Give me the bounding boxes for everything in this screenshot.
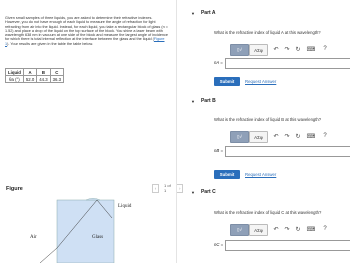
keyboard-icon[interactable]: ⌨ (306, 133, 316, 140)
table-header: Liquid (6, 69, 24, 76)
part-title: Part A (200, 10, 216, 16)
answer-input[interactable] (225, 58, 350, 69)
templates-button[interactable] (230, 131, 249, 143)
air-label: Air (30, 235, 37, 240)
table-cell: 44.3 (37, 76, 50, 83)
undo-icon[interactable]: ↶ (273, 226, 279, 233)
answer-row (214, 58, 350, 68)
part-question: What is the refractive index of liquid C at this wavelength? (214, 210, 322, 215)
symbols-button[interactable]: ΑΣφ (249, 44, 268, 56)
part-c-toggle[interactable] (191, 189, 216, 195)
input-label: nC = (214, 242, 224, 247)
symbols-button[interactable]: ΑΣφ (249, 131, 268, 143)
caret-down-icon: ▼ (191, 10, 195, 16)
redo-icon[interactable]: ↷ (284, 133, 290, 140)
liquid-table (5, 68, 64, 83)
figure-link[interactable]: Figure 1 (5, 37, 165, 46)
problem-body-end: ). Your results are given in the table the table below. (7, 41, 93, 46)
pager-text: 1 of 1 (164, 183, 171, 193)
help-icon[interactable]: ? (323, 133, 327, 139)
caret-down-icon: ▼ (191, 98, 195, 104)
templates-button[interactable] (230, 44, 249, 56)
part-b-toggle[interactable] (191, 98, 216, 104)
request-answer-link[interactable]: Request Answer (245, 79, 277, 84)
part-title: Part B (200, 98, 216, 104)
submit-button[interactable]: Submit (214, 77, 240, 86)
reset-icon[interactable]: ↻ (295, 133, 301, 140)
fraction-sqrt-icon: ▯√ (237, 47, 242, 52)
table-cell: 36.3 (50, 76, 63, 83)
fraction-sqrt-icon: ▯√ (237, 227, 242, 232)
redo-icon[interactable]: ↷ (284, 46, 290, 53)
undo-icon[interactable]: ↶ (273, 133, 279, 140)
math-toolbar (230, 223, 350, 235)
reset-icon[interactable]: ↻ (295, 226, 301, 233)
keyboard-icon[interactable]: ⌨ (306, 46, 316, 53)
part-question: What is the refractive index of liquid A at this wavelength? (214, 30, 321, 35)
undo-icon[interactable]: ↶ (273, 46, 279, 53)
glass-block (57, 200, 114, 263)
figure-diagram (0, 196, 172, 263)
part-a-toggle[interactable] (191, 10, 216, 16)
redo-icon[interactable]: ↷ (284, 226, 290, 233)
chevron-right-icon: › (179, 185, 181, 191)
liquid-label: Liquid (118, 204, 132, 209)
figure-heading: Figure (6, 186, 23, 192)
laser-ray-in (40, 248, 57, 263)
problem-text (5, 16, 169, 46)
answer-panel (176, 0, 350, 263)
answer-row (214, 240, 350, 250)
table-cell: 52.0 (23, 76, 36, 83)
math-toolbar (230, 43, 350, 55)
fraction-sqrt-icon: ▯√ (237, 134, 242, 139)
answer-row (214, 146, 350, 156)
keyboard-icon[interactable]: ⌨ (306, 226, 316, 233)
answer-input[interactable] (225, 240, 350, 251)
input-label: nB = (214, 148, 223, 153)
part-question: What is the refractive index of liquid B at this wavelength? (214, 117, 322, 122)
part-title: Part C (200, 189, 216, 195)
glass-label: Glass (92, 235, 104, 240)
table-header: A (23, 69, 36, 76)
caret-down-icon: ▼ (191, 189, 195, 195)
help-icon[interactable]: ? (323, 46, 327, 52)
help-icon[interactable]: ? (323, 226, 327, 232)
answer-input[interactable] (225, 146, 350, 157)
request-answer-link[interactable]: Request Answer (245, 172, 277, 177)
table-row-label: θa (°) (6, 76, 24, 83)
submit-button[interactable]: Submit (214, 170, 240, 179)
prev-figure-button[interactable] (152, 184, 159, 193)
chevron-left-icon: ‹ (154, 185, 157, 191)
table-header: B (37, 69, 50, 76)
symbols-button[interactable]: ΑΣφ (249, 224, 268, 236)
templates-button[interactable] (230, 224, 249, 236)
liquid-drop (86, 198, 100, 200)
problem-body: Given small samples of three liquids, you are asked to determine their refractive indexes. However, you do not have enough of each liquid to measure the angle of refraction for light refracting from air into the liquid. Instead, for each liquid, you take a rectangular block of glass (n = 1.52) and place a drop of the liquid on the top surface of the block. You shine a laser beam with wavelength 638 nm in vacuum at one side of the block and measure the largest angle of incidence for which there is total internal reflection at the interface between the glass and the liquid ( (5, 16, 169, 42)
input-label: nA = (214, 60, 223, 65)
math-toolbar (230, 130, 350, 142)
reset-icon[interactable]: ↻ (295, 46, 301, 53)
table-header: C (50, 69, 63, 76)
